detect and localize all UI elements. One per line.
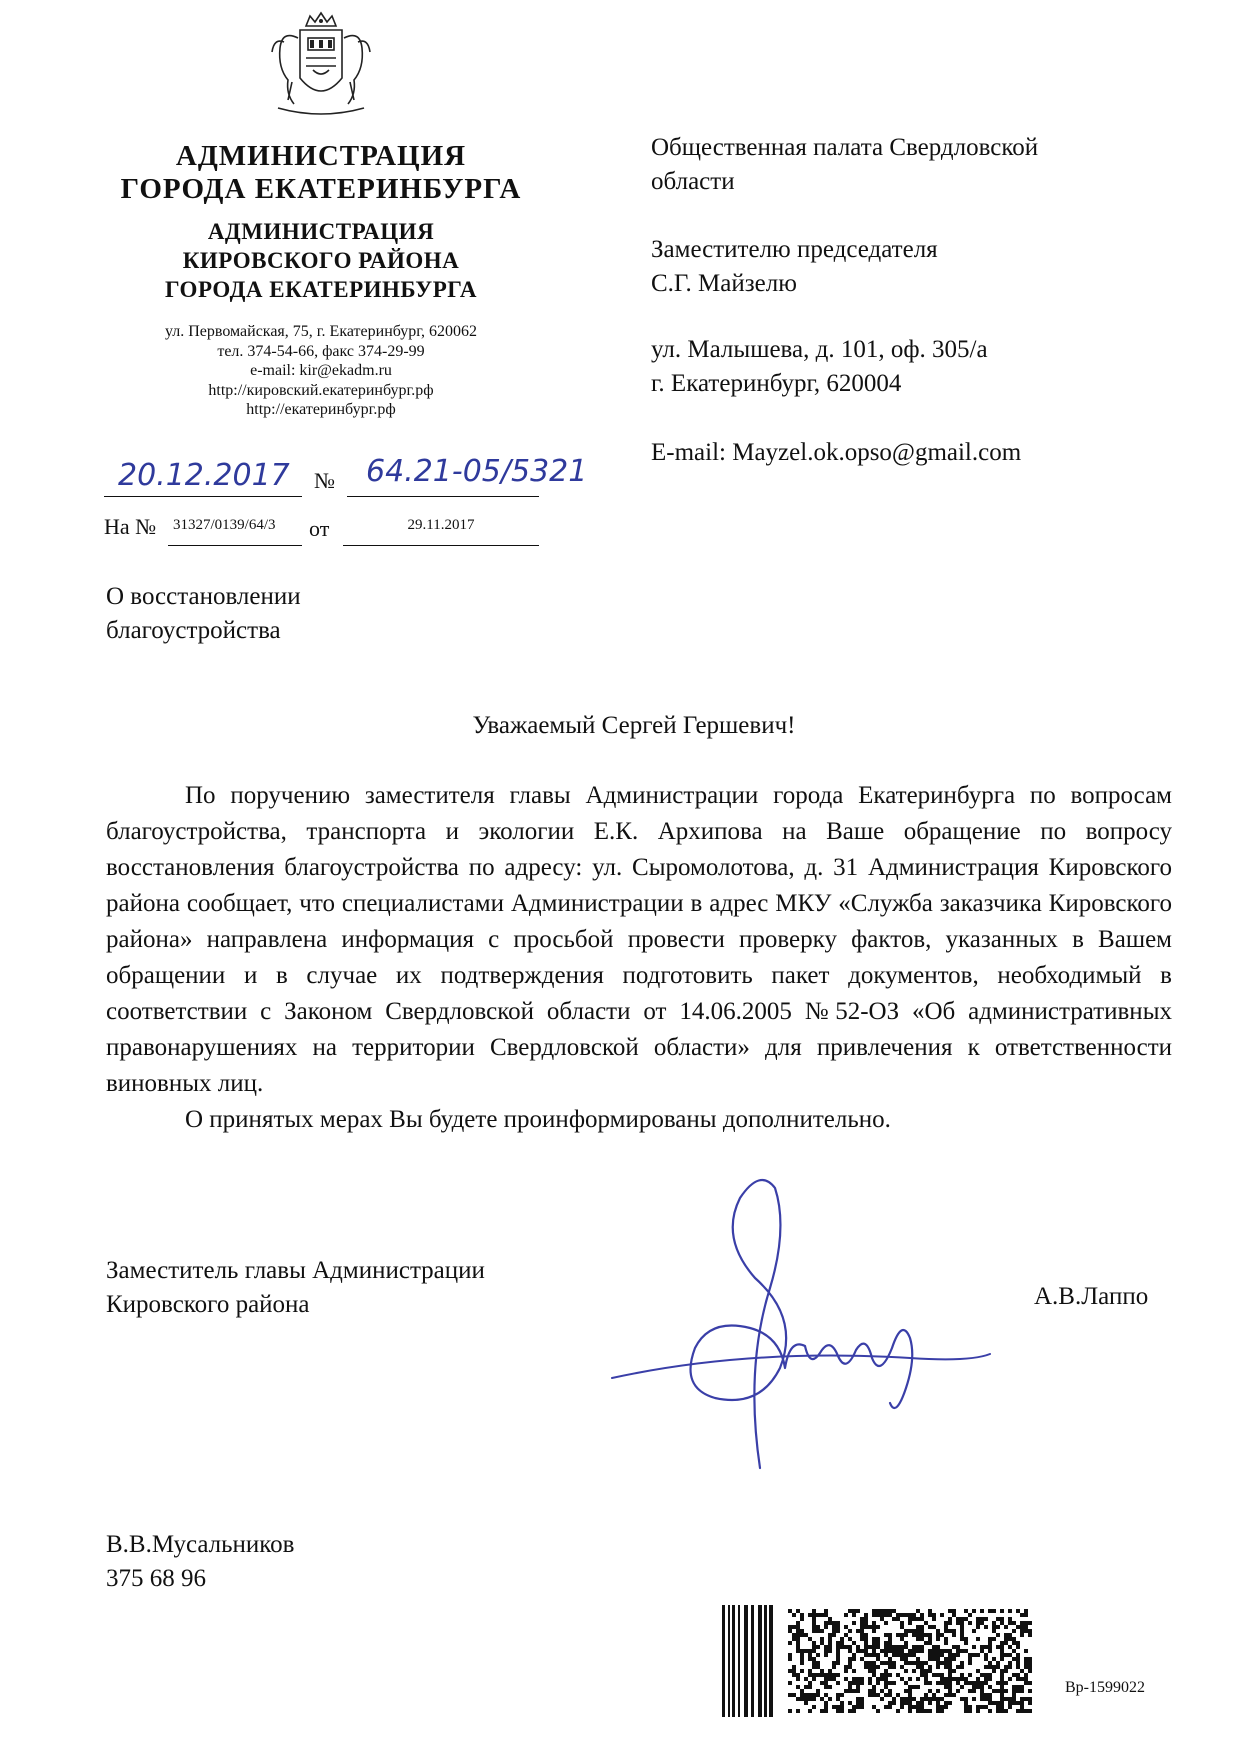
district-title-line3: ГОРОДА ЕКАТЕРИНБУРГА (165, 277, 477, 302)
executor-phone: 375 68 96 (106, 1565, 206, 1592)
executor-name: В.В.Мусальников (106, 1531, 295, 1558)
coat-of-arms-icon (258, 8, 384, 120)
letterhead-site-2: http://екатеринбург.рф (246, 401, 396, 418)
district-title-line1: АДМИНИСТРАЦИЯ (207, 219, 435, 244)
reply-label: На № (104, 514, 157, 539)
recipient-person (651, 233, 938, 301)
letterhead-site-1: http://кировский.екатеринбург.рф (208, 381, 434, 399)
recipient-position: Заместителю председателя (651, 236, 938, 263)
recipient-city: г. Екатеринбург, 620004 (651, 370, 902, 397)
registration-date: 20.12.2017 (118, 458, 290, 493)
subject-line-1: О восстановлении (106, 583, 301, 610)
signatory-name: А.В.Лаппо (1034, 1283, 1149, 1310)
barcode-number: Вр-1599022 (1065, 1679, 1145, 1696)
letterhead-phone: тел. 374-54-66, факс 374-29-99 (217, 342, 425, 360)
letterhead-contacts (90, 322, 552, 420)
number-sign: № (314, 468, 335, 493)
executor (106, 1528, 295, 1596)
barcode-icon (722, 1605, 1032, 1717)
org-title-line2: ГОРОДА ЕКАТЕРИНБУРГА (120, 173, 522, 205)
divider (104, 496, 302, 497)
from-label: от (309, 516, 330, 541)
letter-subject (106, 580, 301, 648)
recipient-organization (651, 131, 1038, 199)
subject-line-2: благоустройства (106, 617, 281, 644)
signatory-position-line-1: Заместитель главы Администрации (106, 1257, 485, 1284)
divider (343, 545, 539, 546)
recipient-street: ул. Малышева, д. 101, оф. 305/а (651, 336, 988, 363)
letter-body (106, 778, 1172, 1138)
district-title-line2: КИРОВСКОГО РАЙОНА (182, 248, 460, 273)
letterhead-email: e-mail: kir@ekadm.ru (250, 362, 392, 379)
signatory-position-line-2: Кировского района (106, 1291, 310, 1318)
recipient-address (651, 333, 988, 401)
divider (168, 545, 302, 546)
handwritten-signature (610, 1168, 1010, 1488)
recipient-email: E-mail: Mayzel.ok.opso@gmail.com (651, 439, 1022, 466)
reply-date: 29.11.2017 (407, 517, 475, 533)
letterhead-address: ул. Первомайская, 75, г. Екатеринбург, 620062 (164, 323, 478, 340)
reply-number: 31327/0139/64/3 (173, 517, 276, 533)
body-paragraph-1: По поручению заместителя главы Администрации города Екатеринбурга по вопросам благоустройства, транспорта и экологии Е.К. Архипова на Ваше обращение по вопросу восстановления благоустройства по адресу: ул. Сыромолотова, д. 31 Администрация Кировского района сообщает, что специалистами Администрации в адрес МКУ «Служба заказчика Кировского района» направлена информация с просьбой провести проверку фактов, указанных в Вашем обращении и в случае их подтверждения подготовить пакет документов, необходимый в соответствии с Законом Свердловской области от 14.06.2005 №52-ОЗ «Об административных правонарушениях на территории Свердловской области» для привлечения к ответственности виновных лиц. (106, 782, 1172, 1097)
greeting: Уважаемый Сергей Гершевич! (472, 712, 796, 739)
recipient-org-line-1: Общественная палата Свердловской (651, 134, 1039, 161)
divider (347, 496, 539, 497)
recipient-name: С.Г. Майзелю (651, 270, 797, 297)
registration-number: 64.21-05/5321 (366, 454, 588, 489)
signatory-position (106, 1254, 485, 1322)
recipient-org-line-2: области (651, 168, 735, 195)
org-title-line1: АДМИНИСТРАЦИЯ (175, 140, 467, 172)
body-paragraph-2: О принятых мерах Вы будете проинформированы дополнительно. (185, 1106, 891, 1133)
